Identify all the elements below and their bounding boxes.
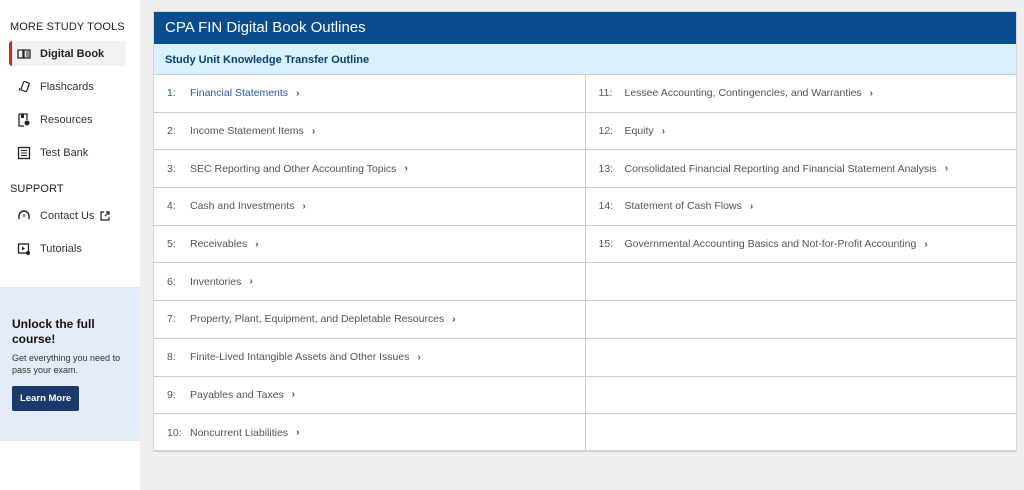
video-icon — [17, 242, 31, 256]
unit-number: 3: — [167, 162, 176, 175]
unit-title: Equity — [624, 125, 654, 138]
chevron-right-icon: › — [291, 389, 296, 401]
unit-title: Finite-Lived Intangible Assets and Other Issues — [190, 351, 410, 364]
outline-panel — [153, 11, 1017, 451]
unit-title: Noncurrent Liabilities — [190, 426, 289, 439]
study-unit-link[interactable] — [586, 188, 1017, 226]
right-column — [585, 75, 1017, 452]
unit-number: 11: — [598, 87, 613, 100]
unit-title: Income Statement Items — [190, 125, 304, 138]
sidebar-item-label: Tutorials — [40, 242, 82, 255]
promo-text: Get everything you need to pass your exam. — [12, 353, 121, 375]
empty-row — [586, 414, 1017, 452]
unit-number: 6: — [167, 275, 176, 288]
empty-row — [586, 377, 1017, 415]
headset-icon — [17, 209, 31, 223]
study-unit-link[interactable] — [586, 113, 1017, 151]
unit-number: 2: — [167, 125, 176, 138]
unit-title: Lessee Accounting, Contingencies, and Warranties — [624, 87, 862, 100]
study-unit-link[interactable] — [154, 263, 585, 301]
sidebar-item-label: Test Bank — [40, 146, 89, 159]
chevron-right-icon: › — [296, 427, 300, 439]
tools-heading: MORE STUDY TOOLS — [10, 21, 125, 33]
unit-number: 5: — [167, 238, 176, 251]
chevron-right-icon: › — [661, 125, 666, 137]
chevron-right-icon: › — [452, 313, 456, 325]
study-unit-link[interactable] — [154, 226, 585, 264]
flashcards-icon — [17, 80, 31, 94]
chevron-right-icon: › — [255, 238, 259, 250]
study-unit-link[interactable] — [154, 113, 585, 151]
study-unit-link[interactable] — [154, 414, 585, 452]
unit-title: Governmental Accounting Basics and Not-for-Profit Accounting — [624, 238, 917, 251]
chevron-right-icon: › — [302, 200, 306, 212]
empty-row — [586, 301, 1017, 339]
section-subtitle: Study Unit Knowledge Transfer Outline — [154, 44, 1016, 75]
unit-title: Statement of Cash Flows — [624, 200, 742, 213]
external-link-icon — [100, 211, 110, 221]
chevron-right-icon: › — [869, 87, 874, 99]
chevron-right-icon: › — [249, 276, 253, 288]
sidebar-item-label: Contact Us — [40, 209, 95, 222]
unit-number: 8: — [167, 351, 176, 364]
unit-number: 13: — [598, 162, 614, 175]
study-unit-link[interactable] — [154, 75, 585, 113]
chevron-right-icon: › — [311, 125, 316, 137]
study-unit-link[interactable] — [154, 301, 585, 339]
study-unit-link[interactable] — [586, 226, 1017, 264]
chevron-right-icon: › — [404, 163, 408, 175]
page-title: CPA FIN Digital Book Outlines — [154, 12, 1016, 44]
sidebar-item-digital-book[interactable] — [9, 41, 126, 66]
resources-icon — [17, 113, 31, 127]
sidebar-item-tutorials[interactable] — [9, 236, 126, 261]
learn-more-button[interactable]: Learn More — [12, 386, 79, 411]
study-unit-link[interactable] — [154, 150, 585, 188]
chevron-right-icon: › — [417, 351, 421, 363]
sidebar-item-test-bank[interactable] — [9, 140, 126, 165]
study-unit-link[interactable] — [154, 339, 585, 377]
sidebar-item-label: Flashcards — [40, 80, 94, 93]
chevron-right-icon: › — [749, 200, 754, 212]
unit-number: 14: — [598, 200, 614, 213]
book-icon — [17, 47, 31, 61]
unit-number: 7: — [167, 313, 176, 326]
chevron-right-icon: › — [296, 87, 300, 99]
unit-number: 15: — [598, 238, 614, 251]
study-unit-link[interactable] — [154, 188, 585, 226]
unit-title: Financial Statements — [190, 87, 289, 100]
chevron-right-icon: › — [944, 163, 949, 175]
promo-box — [0, 287, 140, 441]
unit-number: 4: — [167, 200, 176, 213]
support-heading: SUPPORT — [10, 183, 64, 195]
unit-number: 1: — [167, 87, 176, 100]
sidebar-item-resources[interactable] — [9, 107, 126, 132]
chevron-right-icon: › — [924, 238, 928, 250]
empty-row — [586, 263, 1017, 301]
unit-title: Receivables — [190, 238, 248, 251]
unit-title: Inventories — [190, 275, 242, 288]
unit-number: 10: — [167, 426, 182, 439]
unit-title: Payables and Taxes — [190, 388, 284, 401]
unit-title: Cash and Investments — [190, 200, 295, 213]
study-unit-link[interactable] — [586, 150, 1017, 188]
empty-row — [586, 339, 1017, 377]
unit-title: Consolidated Financial Reporting and Financial Statement Analysis — [624, 162, 937, 175]
unit-number: 9: — [167, 388, 176, 401]
sidebar-item-label: Resources — [40, 113, 93, 126]
unit-title: Property, Plant, Equipment, and Depletable Resources — [190, 313, 445, 326]
study-unit-link[interactable] — [586, 75, 1017, 113]
study-unit-link[interactable] — [154, 377, 585, 415]
promo-title: Unlock the full course! — [12, 317, 95, 346]
unit-title: SEC Reporting and Other Accounting Topics — [190, 162, 397, 175]
sidebar-item-label: Digital Book — [40, 47, 105, 60]
sidebar-item-contact-us[interactable] — [9, 203, 126, 228]
left-column — [154, 75, 585, 452]
list-icon — [17, 146, 31, 160]
sidebar-item-flashcards[interactable] — [9, 74, 126, 99]
unit-number: 12: — [598, 125, 614, 138]
